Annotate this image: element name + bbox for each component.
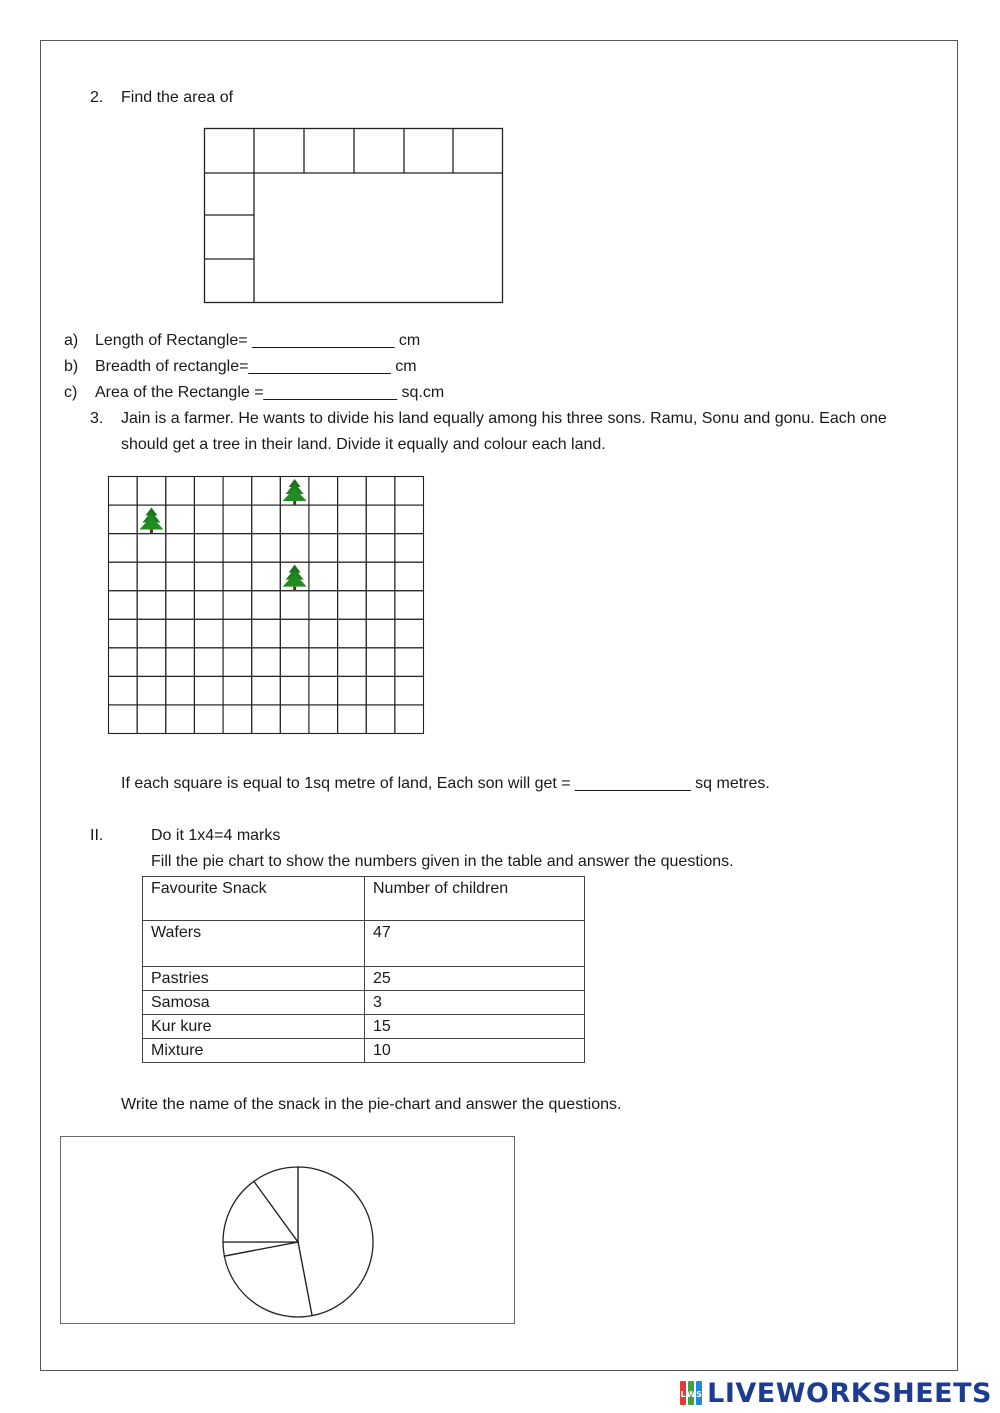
grid-cell[interactable]	[309, 534, 338, 563]
table-header-count: Number of children	[365, 877, 585, 921]
question-3-line1: Jain is a farmer. He wants to divide his land equally among his three sons. Ramu, Sonu and gonu. Each one	[121, 410, 887, 427]
answer-b-breadth: Breadth of rectangle=________________ cm	[95, 358, 417, 375]
pie-slice-wafers[interactable]	[298, 1167, 373, 1316]
grid-cell[interactable]	[252, 505, 281, 534]
grid-cell[interactable]	[366, 534, 395, 563]
grid-cell[interactable]	[309, 562, 338, 591]
grid-cell[interactable]	[223, 619, 252, 648]
table-cell-count: 47	[365, 921, 585, 967]
grid-cell[interactable]	[395, 534, 424, 563]
grid-cell[interactable]	[194, 705, 223, 734]
grid-cell[interactable]	[223, 505, 252, 534]
grid-cell[interactable]	[194, 534, 223, 563]
grid-cell[interactable]	[223, 591, 252, 620]
grid-cell[interactable]	[366, 676, 395, 705]
grid-cell[interactable]	[338, 648, 367, 677]
grid-cell[interactable]	[137, 648, 166, 677]
grid-cell[interactable]	[280, 619, 309, 648]
grid-cell[interactable]	[166, 705, 195, 734]
table-cell-snack: Mixture	[143, 1039, 365, 1063]
grid-cell[interactable]	[395, 676, 424, 705]
liveworksheets-brand	[679, 1376, 992, 1410]
grid-cell[interactable]	[223, 705, 252, 734]
grid-cell[interactable]	[166, 562, 195, 591]
grid-cell[interactable]	[309, 505, 338, 534]
brand-wordmark: LIVEWORKSHEETS	[707, 1377, 992, 1409]
table-cell-count: 3	[365, 991, 585, 1015]
grid-cell[interactable]	[109, 505, 138, 534]
grid-cell[interactable]	[137, 705, 166, 734]
grid-cell[interactable]	[137, 562, 166, 591]
grid-cell[interactable]	[166, 619, 195, 648]
grid-cell[interactable]	[194, 619, 223, 648]
grid-cell[interactable]	[223, 534, 252, 563]
grid-cell[interactable]	[395, 591, 424, 620]
table-cell-snack: Pastries	[143, 967, 365, 991]
tree-icon	[283, 565, 307, 591]
grid-cell[interactable]	[252, 676, 281, 705]
table-cell-count: 25	[365, 967, 585, 991]
grid-cell[interactable]	[137, 619, 166, 648]
question-2-title: Find the area of	[121, 89, 234, 106]
grid-cell[interactable]	[109, 477, 138, 506]
section-2-numeral: II.	[90, 827, 104, 844]
grid-cell[interactable]	[137, 676, 166, 705]
grid-cell[interactable]	[338, 505, 367, 534]
grid-cell[interactable]	[194, 477, 223, 506]
pie-chart	[61, 1137, 516, 1325]
grid-cell[interactable]	[223, 648, 252, 677]
answer-c-area: Area of the Rectangle =_______________ sq.cm	[95, 384, 445, 401]
svg-text:S: S	[696, 1390, 703, 1399]
grid-cell[interactable]	[109, 676, 138, 705]
table-cell-snack: Kur kure	[143, 1015, 365, 1039]
grid-cell[interactable]	[109, 534, 138, 563]
grid-cell[interactable]	[194, 676, 223, 705]
grid-cell[interactable]	[280, 676, 309, 705]
grid-cell[interactable]	[223, 562, 252, 591]
table-header-row	[143, 877, 585, 921]
grid-cell[interactable]	[366, 505, 395, 534]
grid-cell[interactable]	[338, 534, 367, 563]
grid-cell[interactable]	[252, 648, 281, 677]
section-2-heading: Do it 1x4=4 marks	[151, 827, 281, 844]
grid-cell[interactable]	[309, 648, 338, 677]
question-3-number: 3.	[90, 410, 104, 427]
grid-cell[interactable]	[166, 477, 195, 506]
grid-cell[interactable]	[109, 705, 138, 734]
table-cell-count: 15	[365, 1015, 585, 1039]
grid-cell[interactable]	[338, 562, 367, 591]
grid-cell[interactable]	[395, 648, 424, 677]
grid-cell[interactable]	[166, 534, 195, 563]
grid-cell[interactable]	[280, 591, 309, 620]
grid-cell[interactable]	[252, 619, 281, 648]
table-row	[143, 1039, 585, 1063]
grid-cell[interactable]	[309, 676, 338, 705]
table-cell-snack: Wafers	[143, 921, 365, 967]
grid-cell[interactable]	[194, 505, 223, 534]
grid-cell[interactable]	[252, 562, 281, 591]
grid-cell[interactable]	[109, 619, 138, 648]
question-2-number: 2.	[90, 89, 104, 106]
grid-cell[interactable]	[338, 477, 367, 506]
grid-cell[interactable]	[395, 477, 424, 506]
grid-cell[interactable]	[338, 619, 367, 648]
grid-cell[interactable]	[109, 591, 138, 620]
answer-b-label: b)	[64, 358, 79, 375]
tree-icon	[283, 479, 307, 505]
grid-cell[interactable]	[166, 591, 195, 620]
grid-cell[interactable]	[280, 648, 309, 677]
grid-cell[interactable]	[338, 676, 367, 705]
table-header-snack: Favourite Snack	[143, 877, 365, 921]
grid-cell[interactable]	[309, 705, 338, 734]
grid-cell[interactable]	[252, 477, 281, 506]
table-row	[143, 991, 585, 1015]
grid-cell[interactable]	[252, 591, 281, 620]
grid-cell[interactable]	[309, 619, 338, 648]
grid-cell[interactable]	[309, 591, 338, 620]
grid-cell[interactable]	[166, 648, 195, 677]
grid-cell[interactable]	[109, 648, 138, 677]
grid-cell[interactable]	[223, 477, 252, 506]
section-2-instruction: Fill the pie chart to show the numbers given in the table and answer the questions.	[151, 853, 734, 870]
grid-cell[interactable]	[395, 562, 424, 591]
grid-cell[interactable]	[194, 648, 223, 677]
grid-cell[interactable]	[252, 705, 281, 734]
svg-text:W: W	[686, 1390, 696, 1399]
table-row	[143, 967, 585, 991]
table-cell-snack: Samosa	[143, 991, 365, 1015]
grid-cell[interactable]	[309, 477, 338, 506]
grid-cell[interactable]	[252, 534, 281, 563]
grid-cell[interactable]	[137, 477, 166, 506]
grid-cell[interactable]	[166, 676, 195, 705]
rectangle-figure	[204, 128, 504, 304]
grid-cell[interactable]	[166, 505, 195, 534]
land-grid	[108, 476, 424, 734]
grid-cell[interactable]	[137, 591, 166, 620]
question-3-line2: should get a tree in their land. Divide it equally and colour each land.	[121, 436, 606, 453]
grid-cell[interactable]	[137, 534, 166, 563]
grid-cell[interactable]	[194, 591, 223, 620]
grid-cell[interactable]	[280, 705, 309, 734]
grid-cell[interactable]	[395, 619, 424, 648]
answer-a-length: Length of Rectangle= ________________ cm	[95, 332, 421, 349]
grid-cell[interactable]	[280, 534, 309, 563]
grid-cell[interactable]	[366, 477, 395, 506]
table-row	[143, 1015, 585, 1039]
grid-cell[interactable]	[223, 676, 252, 705]
grid-cell[interactable]	[366, 591, 395, 620]
land-conclusion: If each square is equal to 1sq metre of land, Each son will get = _____________ sq metres.	[121, 775, 770, 792]
pie-instruction: Write the name of the snack in the pie-chart and answer the questions.	[121, 1096, 622, 1113]
grid-cell[interactable]	[194, 562, 223, 591]
snack-table	[142, 876, 585, 1063]
grid-cell[interactable]	[395, 705, 424, 734]
grid-cell[interactable]	[366, 619, 395, 648]
grid-cell[interactable]	[395, 505, 424, 534]
grid-cell[interactable]	[280, 505, 309, 534]
answer-a-label: a)	[64, 332, 79, 349]
grid-cell[interactable]	[366, 562, 395, 591]
grid-cell[interactable]	[109, 562, 138, 591]
table-row	[143, 921, 585, 967]
table-cell-count: 10	[365, 1039, 585, 1063]
liveworksheets-logo-icon	[679, 1379, 703, 1407]
grid-cell[interactable]	[366, 705, 395, 734]
grid-cell[interactable]	[338, 591, 367, 620]
svg-text:L: L	[680, 1390, 686, 1399]
grid-cell[interactable]	[338, 705, 367, 734]
tree-icon	[139, 508, 163, 534]
pie-chart-box	[60, 1136, 515, 1324]
grid-cell[interactable]	[366, 648, 395, 677]
answer-c-label: c)	[64, 384, 78, 401]
